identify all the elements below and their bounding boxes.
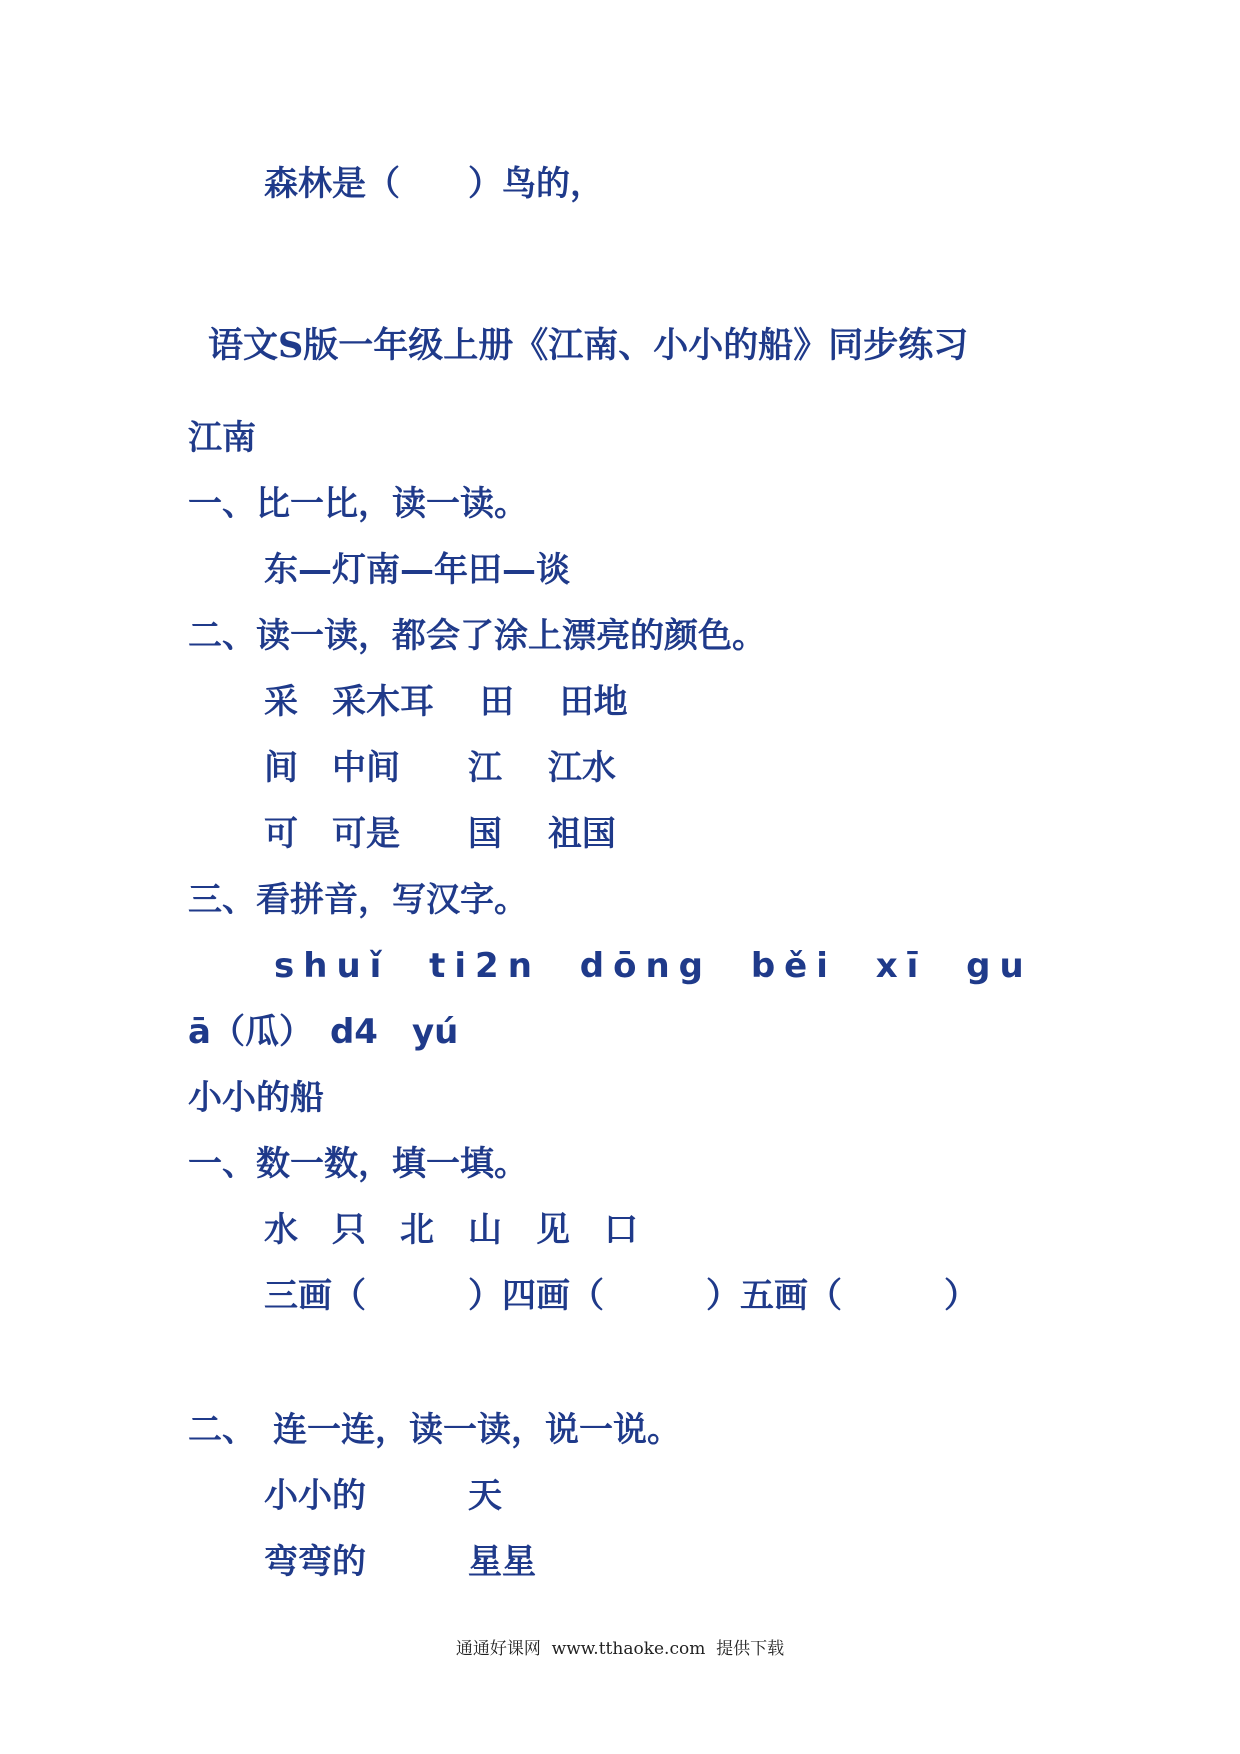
word-row-2: 间 中间 江 江水 <box>264 748 616 788</box>
pinyin-line-1: shuǐ tі2n dōng běi xī gu <box>274 946 1033 986</box>
compare-characters-line: 东—灯南—年田—谈 <box>264 550 570 590</box>
connect-row-2: 弯弯的 星星 <box>264 1542 536 1582</box>
connect-row-1: 小小的 天 <box>264 1476 502 1516</box>
page-footer: 通通好课网 www.tthaoke.com 提供下载 <box>455 1639 785 1659</box>
stroke-count-fill-line: 三画（ ）四画（ ）五画（ ） <box>264 1276 978 1316</box>
page-title: 语文S版一年级上册《江南、小小的船》同步练习 <box>208 325 969 366</box>
pinyin-line-2: ā（瓜） d4 yú <box>188 1012 459 1052</box>
characters-to-count: 水 只 北 山 见 口 <box>264 1210 638 1250</box>
question-compare-read: 一、比一比，读一读。 <box>188 484 528 524</box>
fill-in-line-forest: 森林是（ ）鸟的， <box>264 164 604 204</box>
question-pinyin-write: 三、看拼音，写汉字。 <box>188 880 528 920</box>
question-count-fill: 一、数一数，填一填。 <box>188 1144 528 1184</box>
word-row-3: 可 可是 国 祖国 <box>264 814 616 854</box>
section-heading-little-boat: 小小的船 <box>188 1078 324 1118</box>
question-read-color: 二、读一读，都会了涂上漂亮的颜色。 <box>188 616 766 656</box>
word-row-1: 采 采木耳 田 田地 <box>264 682 628 722</box>
question-connect-read-say: 二、 连一连，读一读，说一说。 <box>188 1410 681 1450</box>
section-heading-jiangnan: 江南 <box>188 418 256 458</box>
